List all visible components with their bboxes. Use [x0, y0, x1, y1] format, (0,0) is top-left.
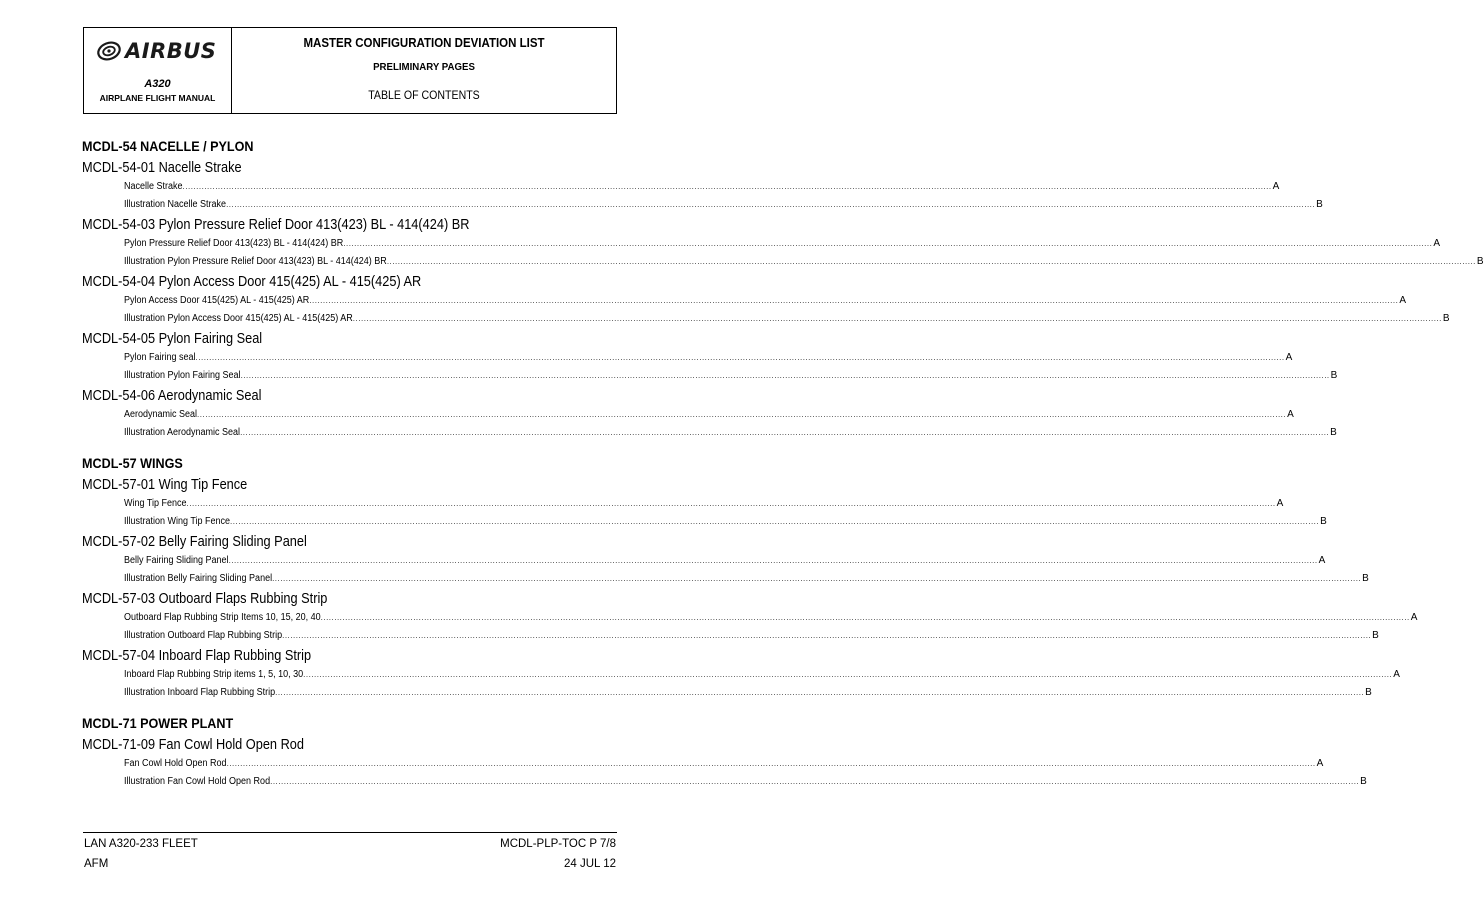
leader-dots: ................................................................................................................................................................................................................................................................................................................................................................................................................ [195, 353, 1285, 362]
toc-entry-label: Illustration Inboard Flap Rubbing Strip [124, 686, 276, 698]
leader-dots: ................................................................................................................................................................................................................................................................................................................................................................................................................ [352, 313, 1442, 323]
section-title: MCDL-57-01 Wing Tip Fence [82, 477, 248, 493]
toc-entry-label: Illustration Outboard Flap Rubbing Strip [124, 629, 283, 641]
toc-entry-label: Illustration Fan Cowl Hold Open Rod [124, 775, 271, 787]
toc-entry[interactable] [124, 235, 1441, 253]
leader-dots: ................................................................................................................................................................................................................................................................................................................................................................................................................ [228, 556, 1318, 565]
airbus-logo [96, 39, 216, 63]
section-title: MCDL-57-03 Outboard Flaps Rubbing Strip [82, 591, 328, 607]
toc-entry-page: B [1476, 255, 1484, 267]
document-section: TABLE OF CONTENTS [368, 90, 480, 102]
toc-entry[interactable] [124, 773, 1367, 791]
manual-name: AIRPLANE FLIGHT MANUAL [99, 93, 216, 103]
leader-dots: ................................................................................................................................................................................................................................................................................................................................................................................................................ [320, 613, 1410, 622]
toc-entry-page: A [1316, 758, 1324, 769]
toc-entry-page: B [1442, 312, 1450, 324]
toc-entry-label: Nacelle Strake [124, 181, 183, 192]
toc-entry-page: A [1433, 238, 1441, 249]
airbus-logo-icon [96, 40, 122, 62]
leader-dots: ................................................................................................................................................................................................................................................................................................................................................................................................................ [197, 410, 1287, 419]
toc-entry-label: Illustration Wing Tip Fence [124, 515, 231, 527]
toc-entry-page: A [1276, 498, 1284, 509]
footer-doc: AFM [84, 858, 109, 870]
toc-entry-page: A [1287, 409, 1294, 420]
toc-entry-page: A [1272, 181, 1280, 192]
footer-fleet: LAN A320-233 FLEET [84, 838, 198, 850]
toc-entry[interactable] [124, 627, 1379, 645]
page-header [83, 27, 617, 114]
toc-entry[interactable] [124, 755, 1324, 773]
section-title: MCDL-54-03 Pylon Pressure Relief Door 413(423) BL - 414(424) BR [82, 217, 470, 233]
toc-entry-label: Pylon Access Door 415(425) AL - 415(425) AR [124, 295, 310, 306]
leader-dots: ................................................................................................................................................................................................................................................................................................................................................................................................................ [282, 630, 1372, 640]
toc-entry-page: B [1330, 369, 1338, 381]
toc-entry-label: Illustration Belly Fairing Sliding Panel [124, 572, 273, 584]
toc-entry-page: B [1372, 629, 1379, 641]
toc-entry[interactable] [124, 349, 1293, 367]
toc-entry-page: A [1399, 295, 1407, 306]
leader-dots: ................................................................................................................................................................................................................................................................................................................................................................................................................ [386, 256, 1476, 266]
section-title: MCDL-57-04 Inboard Flap Rubbing Strip [82, 648, 312, 664]
toc-entry-page: A [1318, 555, 1326, 566]
toc-entry-page: A [1285, 352, 1293, 363]
toc-entry[interactable] [124, 178, 1280, 196]
section-title: MCDL-57-02 Belly Fairing Sliding Panel [82, 534, 307, 550]
toc-entry-label: Inboard Flap Rubbing Strip items 1, 5, 10, 30 [124, 669, 304, 680]
chapter-title: MCDL-57 WINGS [82, 455, 183, 471]
leader-dots: ................................................................................................................................................................................................................................................................................................................................................................................................................ [182, 182, 1272, 191]
toc-entry[interactable] [124, 367, 1338, 385]
toc-entry-page: B [1330, 426, 1337, 438]
toc-entry[interactable] [124, 495, 1284, 513]
leader-dots: ................................................................................................................................................................................................................................................................................................................................................................................................................ [240, 427, 1330, 437]
section-title: MCDL-71-09 Fan Cowl Hold Open Rod [82, 737, 304, 753]
toc-entry-page: B [1362, 572, 1369, 584]
footer-page-ref: MCDL-PLP-TOC P 7/8 [500, 838, 616, 850]
toc-entry-page: A [1393, 669, 1400, 680]
footer-date: 24 JUL 12 [564, 858, 616, 870]
toc-entry[interactable] [124, 570, 1369, 588]
toc-entry[interactable] [124, 253, 1484, 271]
toc-entry[interactable] [124, 666, 1400, 684]
toc-entry-label: Illustration Aerodynamic Seal [124, 426, 241, 438]
header-title-box [232, 28, 616, 113]
toc-entry-label: Wing Tip Fence [124, 498, 187, 509]
toc-entry-page: B [1316, 198, 1323, 210]
section-title: MCDL-54-01 Nacelle Strake [82, 160, 242, 176]
toc-entry[interactable] [124, 310, 1450, 328]
leader-dots: ................................................................................................................................................................................................................................................................................................................................................................................................................ [343, 239, 1433, 248]
toc-entry[interactable] [124, 424, 1337, 442]
leader-dots: ................................................................................................................................................................................................................................................................................................................................................................................................................ [230, 516, 1320, 526]
leader-dots: ................................................................................................................................................................................................................................................................................................................................................................................................................ [270, 776, 1360, 786]
leader-dots: ................................................................................................................................................................................................................................................................................................................................................................................................................ [186, 499, 1276, 508]
toc-entry-label: Illustration Pylon Access Door 415(425) AL - 415(425) AR [124, 312, 353, 324]
toc-entry[interactable] [124, 292, 1407, 310]
toc-entry-page: B [1365, 686, 1372, 698]
footer-divider [83, 832, 617, 833]
toc-entry[interactable] [124, 196, 1323, 214]
aircraft-model: A320 [144, 78, 171, 90]
toc-entry-label: Illustration Pylon Pressure Relief Door 413(423) BL - 414(424) BR [124, 255, 387, 267]
section-title: MCDL-54-06 Aerodynamic Seal [82, 388, 262, 404]
section-title: MCDL-54-05 Pylon Fairing Seal [82, 331, 263, 347]
leader-dots: ................................................................................................................................................................................................................................................................................................................................................................................................................ [303, 670, 1393, 679]
toc-entry[interactable] [124, 609, 1418, 627]
toc-entry-page: A [1410, 612, 1418, 623]
toc-entry-label: Illustration Pylon Fairing Seal [124, 369, 241, 381]
toc-entry-page: B [1320, 515, 1327, 527]
toc-entry-page: B [1360, 775, 1367, 787]
header-logo-box [84, 28, 232, 113]
leader-dots: ................................................................................................................................................................................................................................................................................................................................................................................................................ [226, 199, 1316, 209]
toc-entry-label: Pylon Pressure Relief Door 413(423) BL - 414(424) BR [124, 238, 344, 249]
leader-dots: ................................................................................................................................................................................................................................................................................................................................................................................................................ [226, 759, 1316, 768]
leader-dots: ................................................................................................................................................................................................................................................................................................................................................................................................................ [309, 296, 1399, 305]
logo-text: AIRBUS [125, 39, 217, 63]
toc-entry-label: Aerodynamic Seal [124, 409, 198, 420]
leader-dots: ................................................................................................................................................................................................................................................................................................................................................................................................................ [240, 370, 1330, 380]
section-title: MCDL-54-04 Pylon Access Door 415(425) AL - 415(425) AR [82, 274, 422, 290]
document-title: MASTER CONFIGURATION DEVIATION LIST [303, 36, 545, 50]
toc-entry[interactable] [124, 513, 1327, 531]
table-of-contents [82, 136, 1484, 790]
toc-entry-label: Pylon Fairing seal [124, 352, 196, 363]
toc-entry-label: Fan Cowl Hold Open Rod [124, 758, 227, 769]
document-subtitle: PRELIMINARY PAGES [373, 61, 475, 73]
leader-dots: ................................................................................................................................................................................................................................................................................................................................................................................................................ [275, 687, 1365, 697]
toc-entry-label: Belly Fairing Sliding Panel [124, 555, 229, 566]
chapter-title: MCDL-71 POWER PLANT [82, 715, 234, 731]
toc-entry-label: Illustration Nacelle Strake [124, 198, 227, 210]
toc-entry-label: Outboard Flap Rubbing Strip Items 10, 15, 20, 40 [124, 612, 321, 623]
toc-entry[interactable] [124, 684, 1372, 702]
toc-entry[interactable] [124, 406, 1294, 424]
leader-dots: ................................................................................................................................................................................................................................................................................................................................................................................................................ [272, 573, 1362, 583]
toc-entry[interactable] [124, 552, 1326, 570]
chapter-title: MCDL-54 NACELLE / PYLON [82, 138, 254, 154]
